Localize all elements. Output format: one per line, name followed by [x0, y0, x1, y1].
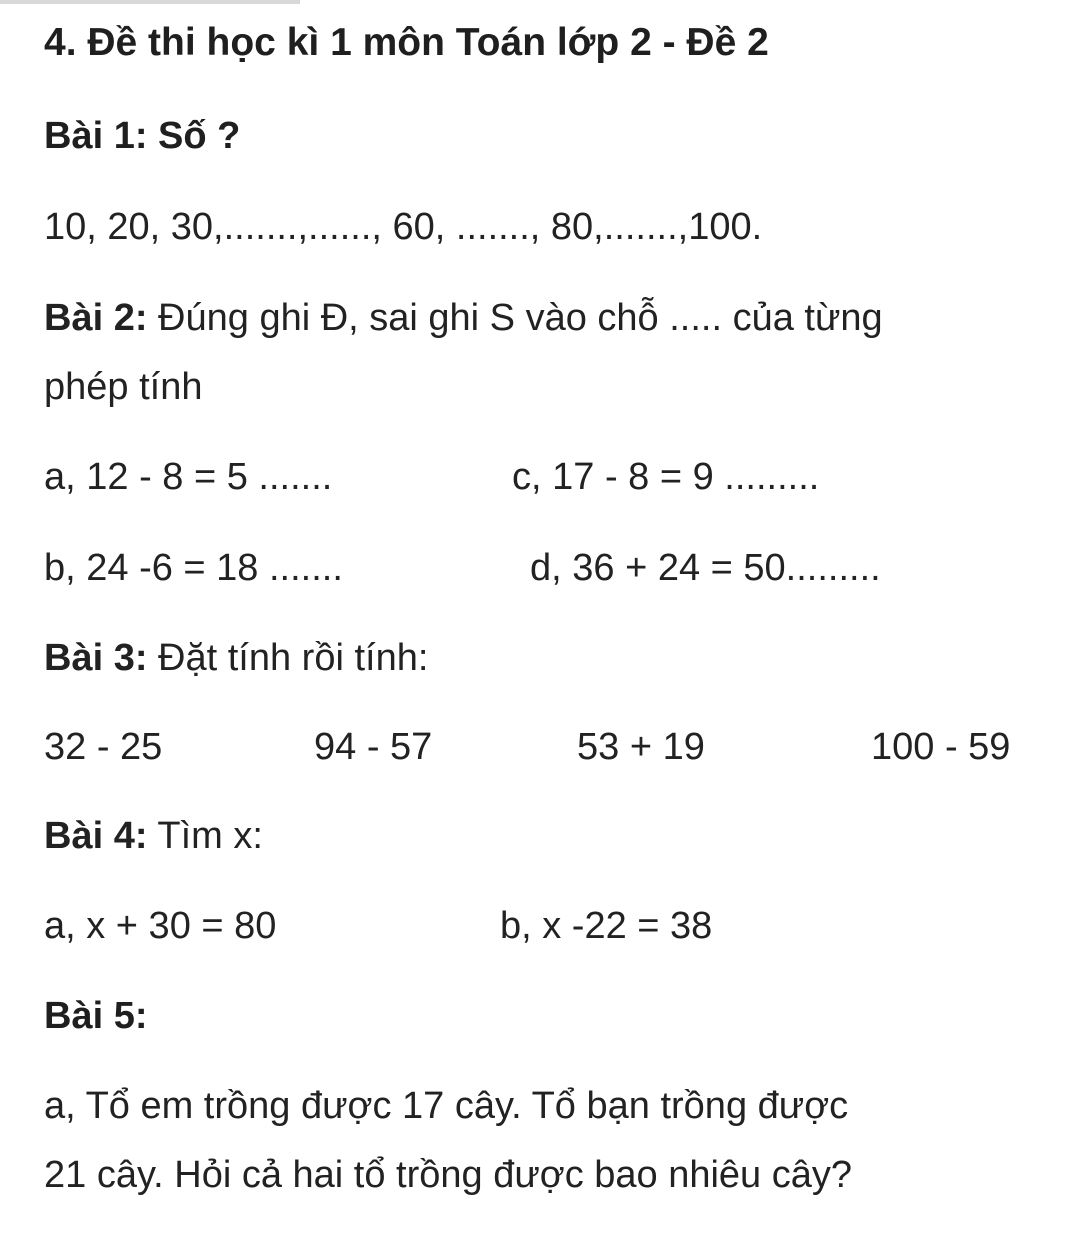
bai2-text: Đúng ghi Đ, sai ghi S vào chỗ ..... của từng: [147, 297, 883, 339]
bai4-text: Tìm x:: [147, 815, 263, 857]
document-title: 4. Đề thi học kì 1 môn Toán lớp 2 - Đề 2: [44, 21, 769, 64]
bai5-heading: Bài 5:: [44, 995, 148, 1037]
bai1-heading: Bài 1: Số ?: [44, 115, 241, 157]
bai4-instruction: [44, 813, 263, 859]
bai3-problem: 100 - 59: [871, 726, 1011, 768]
bai3-problem: 32 - 25: [44, 726, 163, 768]
bai2-item-c: c, 17 - 8 = 9 .........: [512, 456, 820, 498]
bai4-label: Bài 4:: [44, 815, 148, 857]
bai2-instruction-cont: phép tính: [44, 366, 203, 408]
bai3-problem: 94 - 57: [314, 726, 433, 768]
bai3-text: Đặt tính rồi tính:: [147, 637, 429, 679]
bai2-label: Bài 2:: [44, 297, 148, 339]
bai1-sequence: 10, 20, 30,.......,......, 60, ......., 80,.......,100.: [44, 206, 763, 248]
bai3-instruction: [44, 635, 428, 681]
bai4-item-b: b, x -22 = 38: [500, 905, 713, 947]
top-divider: [0, 0, 300, 4]
bai5-problem-line1: a, Tổ em trồng được 17 cây. Tổ bạn trồng được: [44, 1085, 849, 1127]
bai5-problem-line2: 21 cây. Hỏi cả hai tổ trồng được bao nhiêu cây?: [44, 1154, 853, 1196]
bai4-item-a: a, x + 30 = 80: [44, 905, 277, 947]
bai2-item-b: b, 24 -6 = 18 .......: [44, 547, 343, 589]
bai3-problem: 53 + 19: [577, 726, 705, 768]
bai2-item-d: d, 36 + 24 = 50.........: [530, 547, 881, 589]
bai2-item-a: a, 12 - 8 = 5 .......: [44, 456, 333, 498]
bai2-instruction: [44, 295, 883, 341]
bai3-label: Bài 3:: [44, 637, 148, 679]
